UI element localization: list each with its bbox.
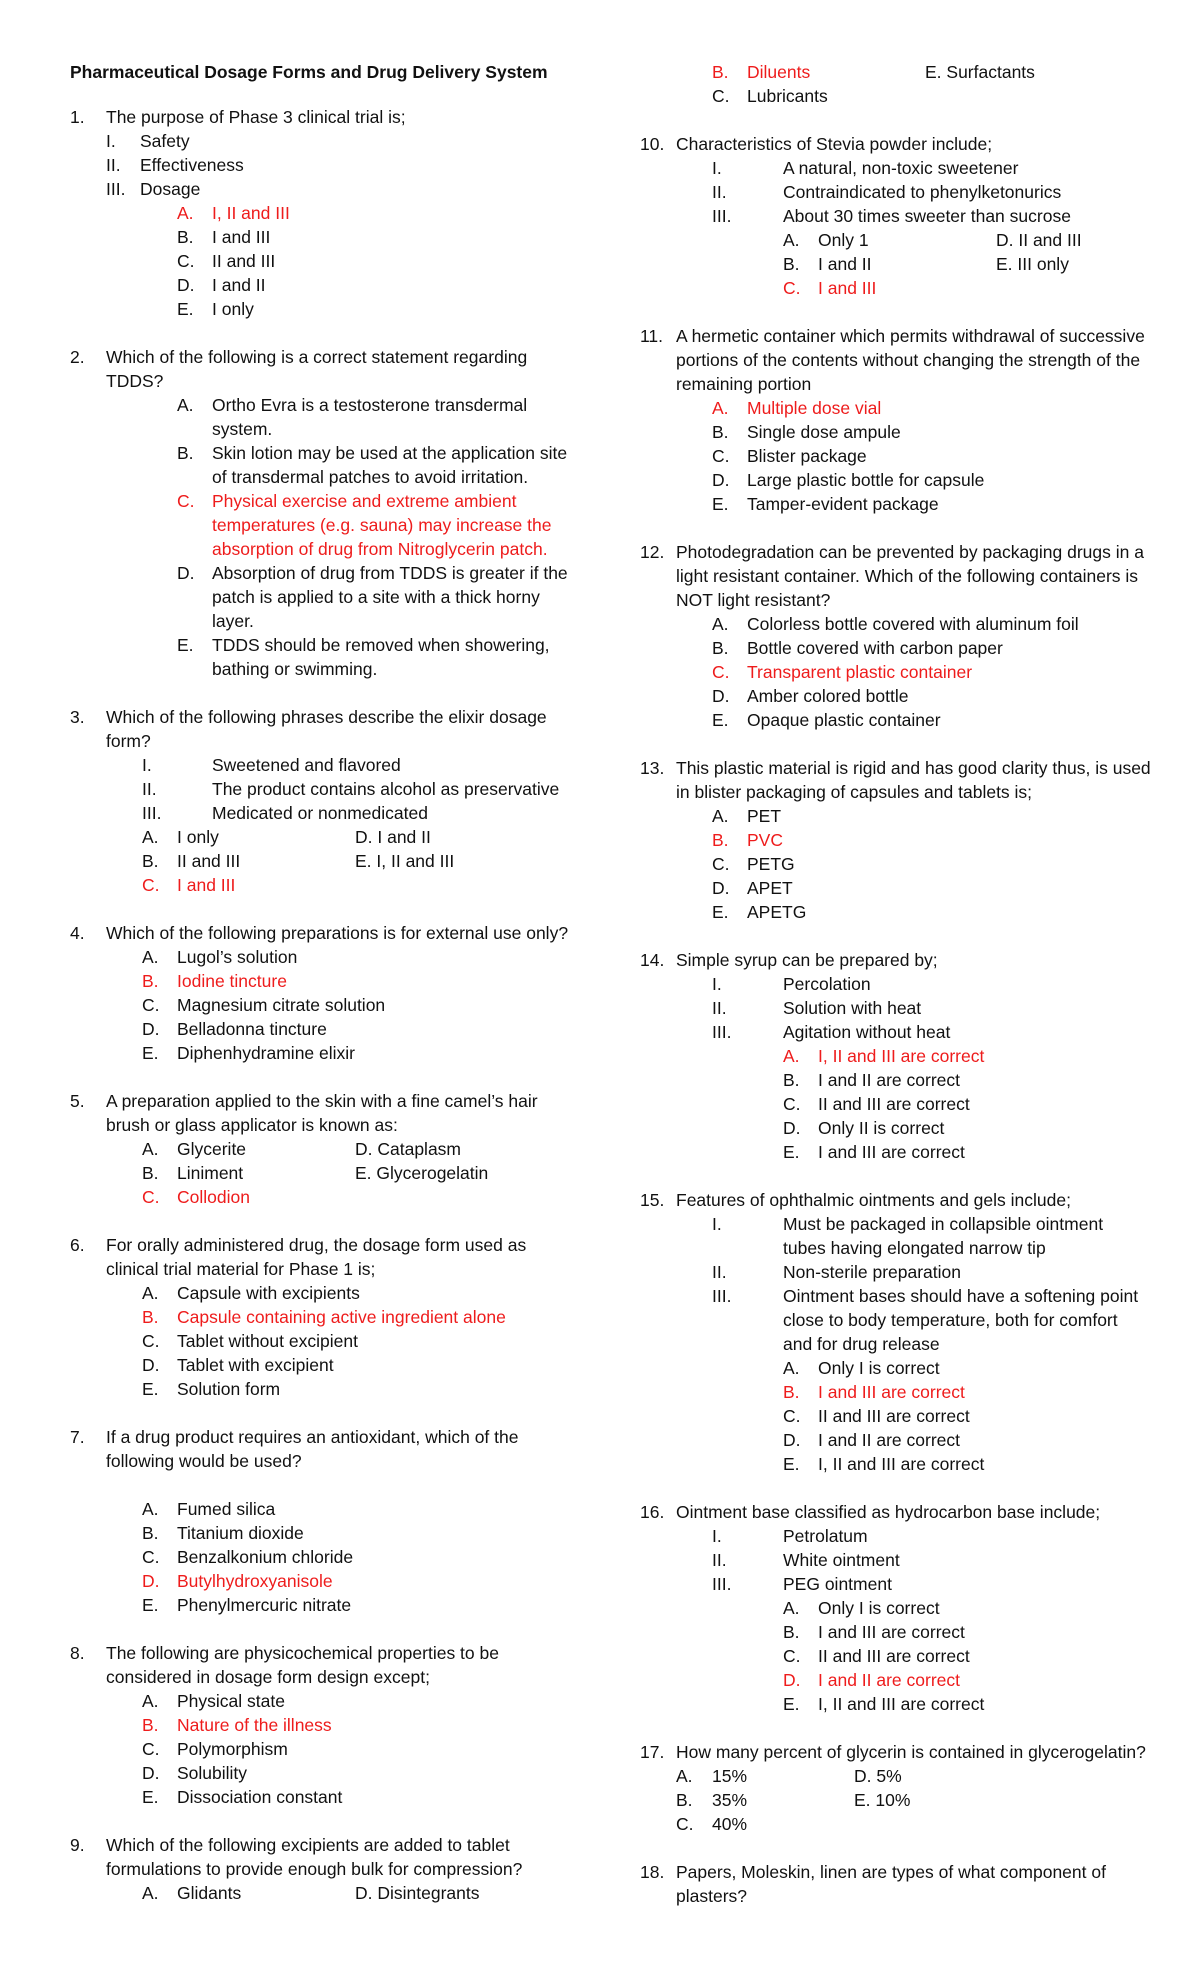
choice-letter: B. bbox=[676, 1790, 693, 1810]
text-line: For orally administered drug, the dosage form used as bbox=[106, 1235, 527, 1255]
choice-letter: C. bbox=[142, 1547, 160, 1567]
text-line: I and II are correct bbox=[818, 1430, 961, 1450]
text-line: Diphenhydramine elixir bbox=[177, 1043, 355, 1063]
correct-answer-letter: A. bbox=[177, 203, 194, 223]
text-line: APET bbox=[747, 878, 793, 898]
roman-numeral: III. bbox=[712, 1022, 732, 1042]
text-line: 40% bbox=[712, 1814, 748, 1834]
correct-answer-letter: B. bbox=[783, 1382, 800, 1402]
correct-answer-text: Capsule containing active ingredient alone bbox=[177, 1307, 506, 1327]
correct-answer-letter: C. bbox=[142, 1187, 160, 1207]
question-number: 4. bbox=[70, 923, 85, 943]
choice-letter: C. bbox=[712, 446, 730, 466]
choice-letter: E. bbox=[783, 1694, 800, 1714]
text-line: Simple syrup can be prepared by; bbox=[676, 950, 938, 970]
correct-answer-text: Collodion bbox=[177, 1187, 250, 1207]
choice-letter: E. bbox=[177, 299, 194, 319]
text-line: I only bbox=[177, 827, 219, 847]
choice-letter: C. bbox=[177, 251, 195, 271]
roman-numeral: II. bbox=[712, 998, 727, 1018]
question-number: 8. bbox=[70, 1643, 85, 1663]
roman-numeral: II. bbox=[142, 779, 157, 799]
text-line: bathing or swimming. bbox=[212, 659, 378, 679]
roman-numeral: II. bbox=[106, 155, 121, 175]
choice-letter: D. bbox=[712, 878, 730, 898]
text-line: Effectiveness bbox=[140, 155, 244, 175]
choice-letter: C. bbox=[712, 854, 730, 874]
choice-letter: A. bbox=[783, 1598, 800, 1618]
text-line: in blister packaging of capsules and tablets is; bbox=[676, 782, 1033, 802]
roman-numeral: I. bbox=[712, 1526, 722, 1546]
text-line: II and III are correct bbox=[818, 1406, 970, 1426]
correct-answer-letter: C. bbox=[177, 491, 195, 511]
choice-letter: B. bbox=[142, 1523, 159, 1543]
text-line: NOT light resistant? bbox=[676, 590, 831, 610]
choice-letter: A. bbox=[177, 395, 194, 415]
choice-letter: A. bbox=[712, 806, 729, 826]
text-line: Only 1 bbox=[818, 230, 869, 250]
text-line: Single dose ampule bbox=[747, 422, 901, 442]
choice-letter: A. bbox=[783, 1358, 800, 1378]
text-line: I, II and III are correct bbox=[818, 1454, 985, 1474]
text-line: 35% bbox=[712, 1790, 748, 1810]
text-line: system. bbox=[212, 419, 273, 439]
correct-answer-text: Physical exercise and extreme ambient bbox=[212, 491, 517, 511]
choice-letter: A. bbox=[142, 1883, 159, 1903]
text-line: How many percent of glycerin is contained in glycerogelatin? bbox=[676, 1742, 1146, 1762]
text-line: light resistant container. Which of the following containers is bbox=[676, 566, 1139, 586]
choice-letter: A. bbox=[142, 827, 159, 847]
correct-answer-text: I and III are correct bbox=[818, 1382, 965, 1402]
correct-answer-text: I and II are correct bbox=[818, 1670, 961, 1690]
question-number: 7. bbox=[70, 1427, 85, 1447]
text-line: Colorless bottle covered with aluminum foil bbox=[747, 614, 1079, 634]
choice-letter: A. bbox=[142, 1283, 159, 1303]
text-line: APETG bbox=[747, 902, 807, 922]
correct-answer-text: Diluents bbox=[747, 62, 811, 82]
text-line: II and III bbox=[177, 851, 241, 871]
choice-letter: C. bbox=[142, 1331, 160, 1351]
text-line: E. III only bbox=[996, 254, 1069, 274]
choice-letter: E. bbox=[712, 494, 729, 514]
choice-letter: C. bbox=[142, 1739, 160, 1759]
text-line: Capsule with excipients bbox=[177, 1283, 360, 1303]
text-line: Must be packaged in collapsible ointment bbox=[783, 1214, 1104, 1234]
text-line: Skin lotion may be used at the application site bbox=[212, 443, 568, 463]
text-line: Solution with heat bbox=[783, 998, 922, 1018]
text-line: The product contains alcohol as preservative bbox=[212, 779, 560, 799]
text-line: A hermetic container which permits withdrawal of successive bbox=[676, 326, 1145, 346]
text-line: II and III bbox=[212, 251, 276, 271]
text-line: Amber colored bottle bbox=[747, 686, 909, 706]
roman-numeral: III. bbox=[712, 1574, 732, 1594]
text-line: II and III are correct bbox=[818, 1094, 970, 1114]
text-line: D. Cataplasm bbox=[355, 1139, 462, 1159]
text-line: Glidants bbox=[177, 1883, 242, 1903]
text-line: PETG bbox=[747, 854, 795, 874]
text-line: White ointment bbox=[783, 1550, 900, 1570]
text-line: II and III are correct bbox=[818, 1646, 970, 1666]
text-line: Lugol’s solution bbox=[177, 947, 298, 967]
text-line: D. II and III bbox=[996, 230, 1082, 250]
question-number: 9. bbox=[70, 1835, 85, 1855]
text-line: I and III bbox=[212, 227, 271, 247]
text-line: E. 10% bbox=[854, 1790, 911, 1810]
roman-numeral: I. bbox=[712, 974, 722, 994]
text-line: Solution form bbox=[177, 1379, 281, 1399]
choice-letter: A. bbox=[712, 614, 729, 634]
choice-letter: B. bbox=[142, 851, 159, 871]
text-line: TDDS? bbox=[106, 371, 164, 391]
text-line: Safety bbox=[140, 131, 190, 151]
text-line: and for drug release bbox=[783, 1334, 940, 1354]
correct-answer-text: I, II and III are correct bbox=[818, 1046, 985, 1066]
roman-numeral: I. bbox=[106, 131, 116, 151]
text-line: Agitation without heat bbox=[783, 1022, 951, 1042]
text-line: considered in dosage form design except; bbox=[106, 1667, 430, 1687]
text-line: following would be used? bbox=[106, 1451, 302, 1471]
choice-letter: C. bbox=[142, 995, 160, 1015]
roman-numeral: III. bbox=[142, 803, 162, 823]
choice-letter: C. bbox=[783, 1094, 801, 1114]
text-line: PEG ointment bbox=[783, 1574, 892, 1594]
correct-answer-text: PVC bbox=[747, 830, 783, 850]
correct-answer-letter: A. bbox=[712, 398, 729, 418]
text-line: Absorption of drug from TDDS is greater if the bbox=[212, 563, 568, 583]
question-number: 14. bbox=[640, 950, 665, 970]
correct-answer-letter: C. bbox=[712, 662, 730, 682]
correct-answer-letter: B. bbox=[712, 830, 729, 850]
choice-letter: D. bbox=[142, 1355, 160, 1375]
roman-numeral: III. bbox=[106, 179, 126, 199]
text-line: Photodegradation can be prevented by packaging drugs in a bbox=[676, 542, 1144, 562]
choice-letter: E. bbox=[783, 1142, 800, 1162]
correct-answer-letter: B. bbox=[712, 62, 729, 82]
question-number: 16. bbox=[640, 1502, 665, 1522]
text-line: portions of the contents without changing the strength of the bbox=[676, 350, 1141, 370]
choice-letter: B. bbox=[712, 638, 729, 658]
text-line: About 30 times sweeter than sucrose bbox=[783, 206, 1071, 226]
text-line: Dissociation constant bbox=[177, 1787, 343, 1807]
choice-letter: E. bbox=[783, 1454, 800, 1474]
text-line: Phenylmercuric nitrate bbox=[177, 1595, 352, 1615]
text-line: Only I is correct bbox=[818, 1358, 940, 1378]
text-line: PET bbox=[747, 806, 782, 826]
roman-numeral: I. bbox=[712, 158, 722, 178]
text-line: tubes having elongated narrow tip bbox=[783, 1238, 1046, 1258]
correct-answer-text: absorption of drug from Nitroglycerin patch. bbox=[212, 539, 548, 559]
text-line: Which of the following excipients are added to tablet bbox=[106, 1835, 510, 1855]
correct-answer-text: I, II and III bbox=[212, 203, 290, 223]
question-number: 17. bbox=[640, 1742, 665, 1762]
roman-numeral: III. bbox=[712, 1286, 732, 1306]
choice-letter: E. bbox=[142, 1379, 159, 1399]
text-line: The purpose of Phase 3 clinical trial is; bbox=[106, 107, 406, 127]
text-line: This plastic material is rigid and has good clarity thus, is used bbox=[676, 758, 1151, 778]
text-line: Sweetened and flavored bbox=[212, 755, 401, 775]
text-line: I only bbox=[212, 299, 254, 319]
text-line: D. I and II bbox=[355, 827, 431, 847]
text-line: Physical state bbox=[177, 1691, 285, 1711]
text-line: Petrolatum bbox=[783, 1526, 868, 1546]
text-line: Medicated or nonmedicated bbox=[212, 803, 428, 823]
text-line: layer. bbox=[212, 611, 254, 631]
text-line: Only II is correct bbox=[818, 1118, 945, 1138]
text-line: Large plastic bottle for capsule bbox=[747, 470, 985, 490]
text-line: remaining portion bbox=[676, 374, 812, 394]
choice-letter: B. bbox=[712, 422, 729, 442]
choice-letter: A. bbox=[142, 1499, 159, 1519]
text-line: Characteristics of Stevia powder include; bbox=[676, 134, 993, 154]
text-line: I and III are correct bbox=[818, 1622, 965, 1642]
choice-letter: E. bbox=[712, 710, 729, 730]
question-number: 13. bbox=[640, 758, 665, 778]
text-line: Polymorphism bbox=[177, 1739, 288, 1759]
text-line: Liniment bbox=[177, 1163, 244, 1183]
correct-answer-letter: A. bbox=[783, 1046, 800, 1066]
text-line: Glycerite bbox=[177, 1139, 247, 1159]
choice-letter: B. bbox=[783, 1622, 800, 1642]
correct-answer-text: I and III bbox=[818, 278, 877, 298]
roman-numeral: III. bbox=[712, 206, 732, 226]
correct-answer-text: Transparent plastic container bbox=[747, 662, 973, 682]
roman-numeral: II. bbox=[712, 182, 727, 202]
text-line: I and II are correct bbox=[818, 1070, 961, 1090]
text-line: E. Glycerogelatin bbox=[355, 1163, 489, 1183]
text-line: D. 5% bbox=[854, 1766, 902, 1786]
text-line: Opaque plastic container bbox=[747, 710, 941, 730]
correct-answer-text: I and III bbox=[177, 875, 236, 895]
correct-answer-letter: C. bbox=[783, 278, 801, 298]
text-line: Non-sterile preparation bbox=[783, 1262, 962, 1282]
choice-letter: A. bbox=[676, 1766, 693, 1786]
text-line: I, II and III are correct bbox=[818, 1694, 985, 1714]
text-line: Blister package bbox=[747, 446, 867, 466]
question-number: 6. bbox=[70, 1235, 85, 1255]
text-line: Which of the following preparations is for external use only? bbox=[106, 923, 569, 943]
text-line: A natural, non-toxic sweetener bbox=[783, 158, 1019, 178]
question-number: 1. bbox=[70, 107, 85, 127]
text-line: Features of ophthalmic ointments and gels include; bbox=[676, 1190, 1071, 1210]
choice-letter: D. bbox=[142, 1763, 160, 1783]
choice-letter: D. bbox=[177, 563, 195, 583]
choice-letter: C. bbox=[676, 1814, 694, 1834]
text-line: close to body temperature, both for comfort bbox=[783, 1310, 1118, 1330]
text-line: I and III are correct bbox=[818, 1142, 965, 1162]
choice-letter: E. bbox=[142, 1595, 159, 1615]
choice-letter: D. bbox=[712, 686, 730, 706]
choice-letter: A. bbox=[142, 1691, 159, 1711]
roman-numeral: I. bbox=[142, 755, 152, 775]
choice-letter: E. bbox=[142, 1043, 159, 1063]
text-line: Contraindicated to phenylketonurics bbox=[783, 182, 1062, 202]
correct-answer-letter: C. bbox=[142, 875, 160, 895]
text-line: A preparation applied to the skin with a fine camel’s hair bbox=[106, 1091, 538, 1111]
question-number: 2. bbox=[70, 347, 85, 367]
text-line: Which of the following is a correct statement regarding bbox=[106, 347, 528, 367]
text-line: patch is applied to a site with a thick horny bbox=[212, 587, 540, 607]
text-line: E. Surfactants bbox=[925, 62, 1035, 82]
text-line: The following are physicochemical properties to be bbox=[106, 1643, 499, 1663]
question-number: 11. bbox=[640, 326, 664, 346]
text-line: D. Disintegrants bbox=[355, 1883, 480, 1903]
text-line: I and II bbox=[818, 254, 872, 274]
text-line: Ortho Evra is a testosterone transdermal bbox=[212, 395, 528, 415]
question-number: 3. bbox=[70, 707, 85, 727]
text-line: Tamper-evident package bbox=[747, 494, 939, 514]
choice-letter: B. bbox=[177, 443, 194, 463]
choice-letter: B. bbox=[783, 254, 800, 274]
text-line: If a drug product requires an antioxidant, which of the bbox=[106, 1427, 519, 1447]
choice-letter: C. bbox=[783, 1646, 801, 1666]
text-line: Solubility bbox=[177, 1763, 248, 1783]
roman-numeral: I. bbox=[712, 1214, 722, 1234]
text-line: Only I is correct bbox=[818, 1598, 940, 1618]
correct-answer-letter: B. bbox=[142, 1307, 159, 1327]
choice-letter: D. bbox=[177, 275, 195, 295]
choice-letter: D. bbox=[783, 1430, 801, 1450]
choice-letter: A. bbox=[142, 947, 159, 967]
choice-letter: B. bbox=[177, 227, 194, 247]
text-line: brush or glass applicator is known as: bbox=[106, 1115, 398, 1135]
text-line: Titanium dioxide bbox=[177, 1523, 304, 1543]
choice-letter: A. bbox=[142, 1139, 159, 1159]
correct-answer-letter: D. bbox=[142, 1571, 160, 1591]
question-number: 18. bbox=[640, 1862, 665, 1882]
text-line: formulations to provide enough bulk for compression? bbox=[106, 1859, 523, 1879]
text-line: Lubricants bbox=[747, 86, 828, 106]
text-line: Benzalkonium chloride bbox=[177, 1547, 354, 1567]
roman-numeral: II. bbox=[712, 1550, 727, 1570]
question-number: 5. bbox=[70, 1091, 85, 1111]
text-line: Ointment bases should have a softening point bbox=[783, 1286, 1139, 1306]
text-line: Percolation bbox=[783, 974, 871, 994]
text-line: of transdermal patches to avoid irritation. bbox=[212, 467, 529, 487]
correct-answer-text: Multiple dose vial bbox=[747, 398, 882, 418]
text-line: TDDS should be removed when showering, bbox=[212, 635, 550, 655]
text-line: 15% bbox=[712, 1766, 748, 1786]
correct-answer-text: temperatures (e.g. sauna) may increase the bbox=[212, 515, 552, 535]
correct-answer-text: Butylhydroxyanisole bbox=[177, 1571, 333, 1591]
correct-answer-letter: B. bbox=[142, 971, 159, 991]
choice-letter: E. bbox=[177, 635, 194, 655]
text-line: Which of the following phrases describe the elixir dosage bbox=[106, 707, 547, 727]
choice-letter: C. bbox=[783, 1406, 801, 1426]
choice-letter: D. bbox=[783, 1118, 801, 1138]
text-line: form? bbox=[106, 731, 151, 751]
question-number: 12. bbox=[640, 542, 665, 562]
text-line: Magnesium citrate solution bbox=[177, 995, 386, 1015]
choice-letter: E. bbox=[142, 1787, 159, 1807]
roman-numeral: II. bbox=[712, 1262, 727, 1282]
choice-letter: A. bbox=[783, 230, 800, 250]
correct-answer-letter: B. bbox=[142, 1715, 159, 1735]
choice-letter: D. bbox=[712, 470, 730, 490]
text-line: Fumed silica bbox=[177, 1499, 276, 1519]
choice-letter: E. bbox=[712, 902, 729, 922]
question-number: 15. bbox=[640, 1190, 665, 1210]
choice-letter: D. bbox=[142, 1019, 160, 1039]
document-title: Pharmaceutical Dosage Forms and Drug Delivery System bbox=[70, 62, 548, 82]
correct-answer-text: Iodine tincture bbox=[177, 971, 287, 991]
text-line: Belladonna tincture bbox=[177, 1019, 327, 1039]
text-line: Tablet with excipient bbox=[177, 1355, 334, 1375]
text-line: Tablet without excipient bbox=[177, 1331, 358, 1351]
choice-letter: C. bbox=[712, 86, 730, 106]
text-line: clinical trial material for Phase 1 is; bbox=[106, 1259, 376, 1279]
choice-letter: B. bbox=[783, 1070, 800, 1090]
correct-answer-letter: D. bbox=[783, 1670, 801, 1690]
choice-letter: B. bbox=[142, 1163, 159, 1183]
text-line: Bottle covered with carbon paper bbox=[747, 638, 1003, 658]
question-number: 10. bbox=[640, 134, 665, 154]
text-line: Dosage bbox=[140, 179, 201, 199]
text-line: Ointment base classified as hydrocarbon base include; bbox=[676, 1502, 1101, 1522]
text-line: plasters? bbox=[676, 1886, 748, 1906]
text-line: Papers, Moleskin, linen are types of what component of bbox=[676, 1862, 1106, 1882]
correct-answer-text: Nature of the illness bbox=[177, 1715, 332, 1735]
text-line: I and II bbox=[212, 275, 266, 295]
text-line: E. I, II and III bbox=[355, 851, 455, 871]
